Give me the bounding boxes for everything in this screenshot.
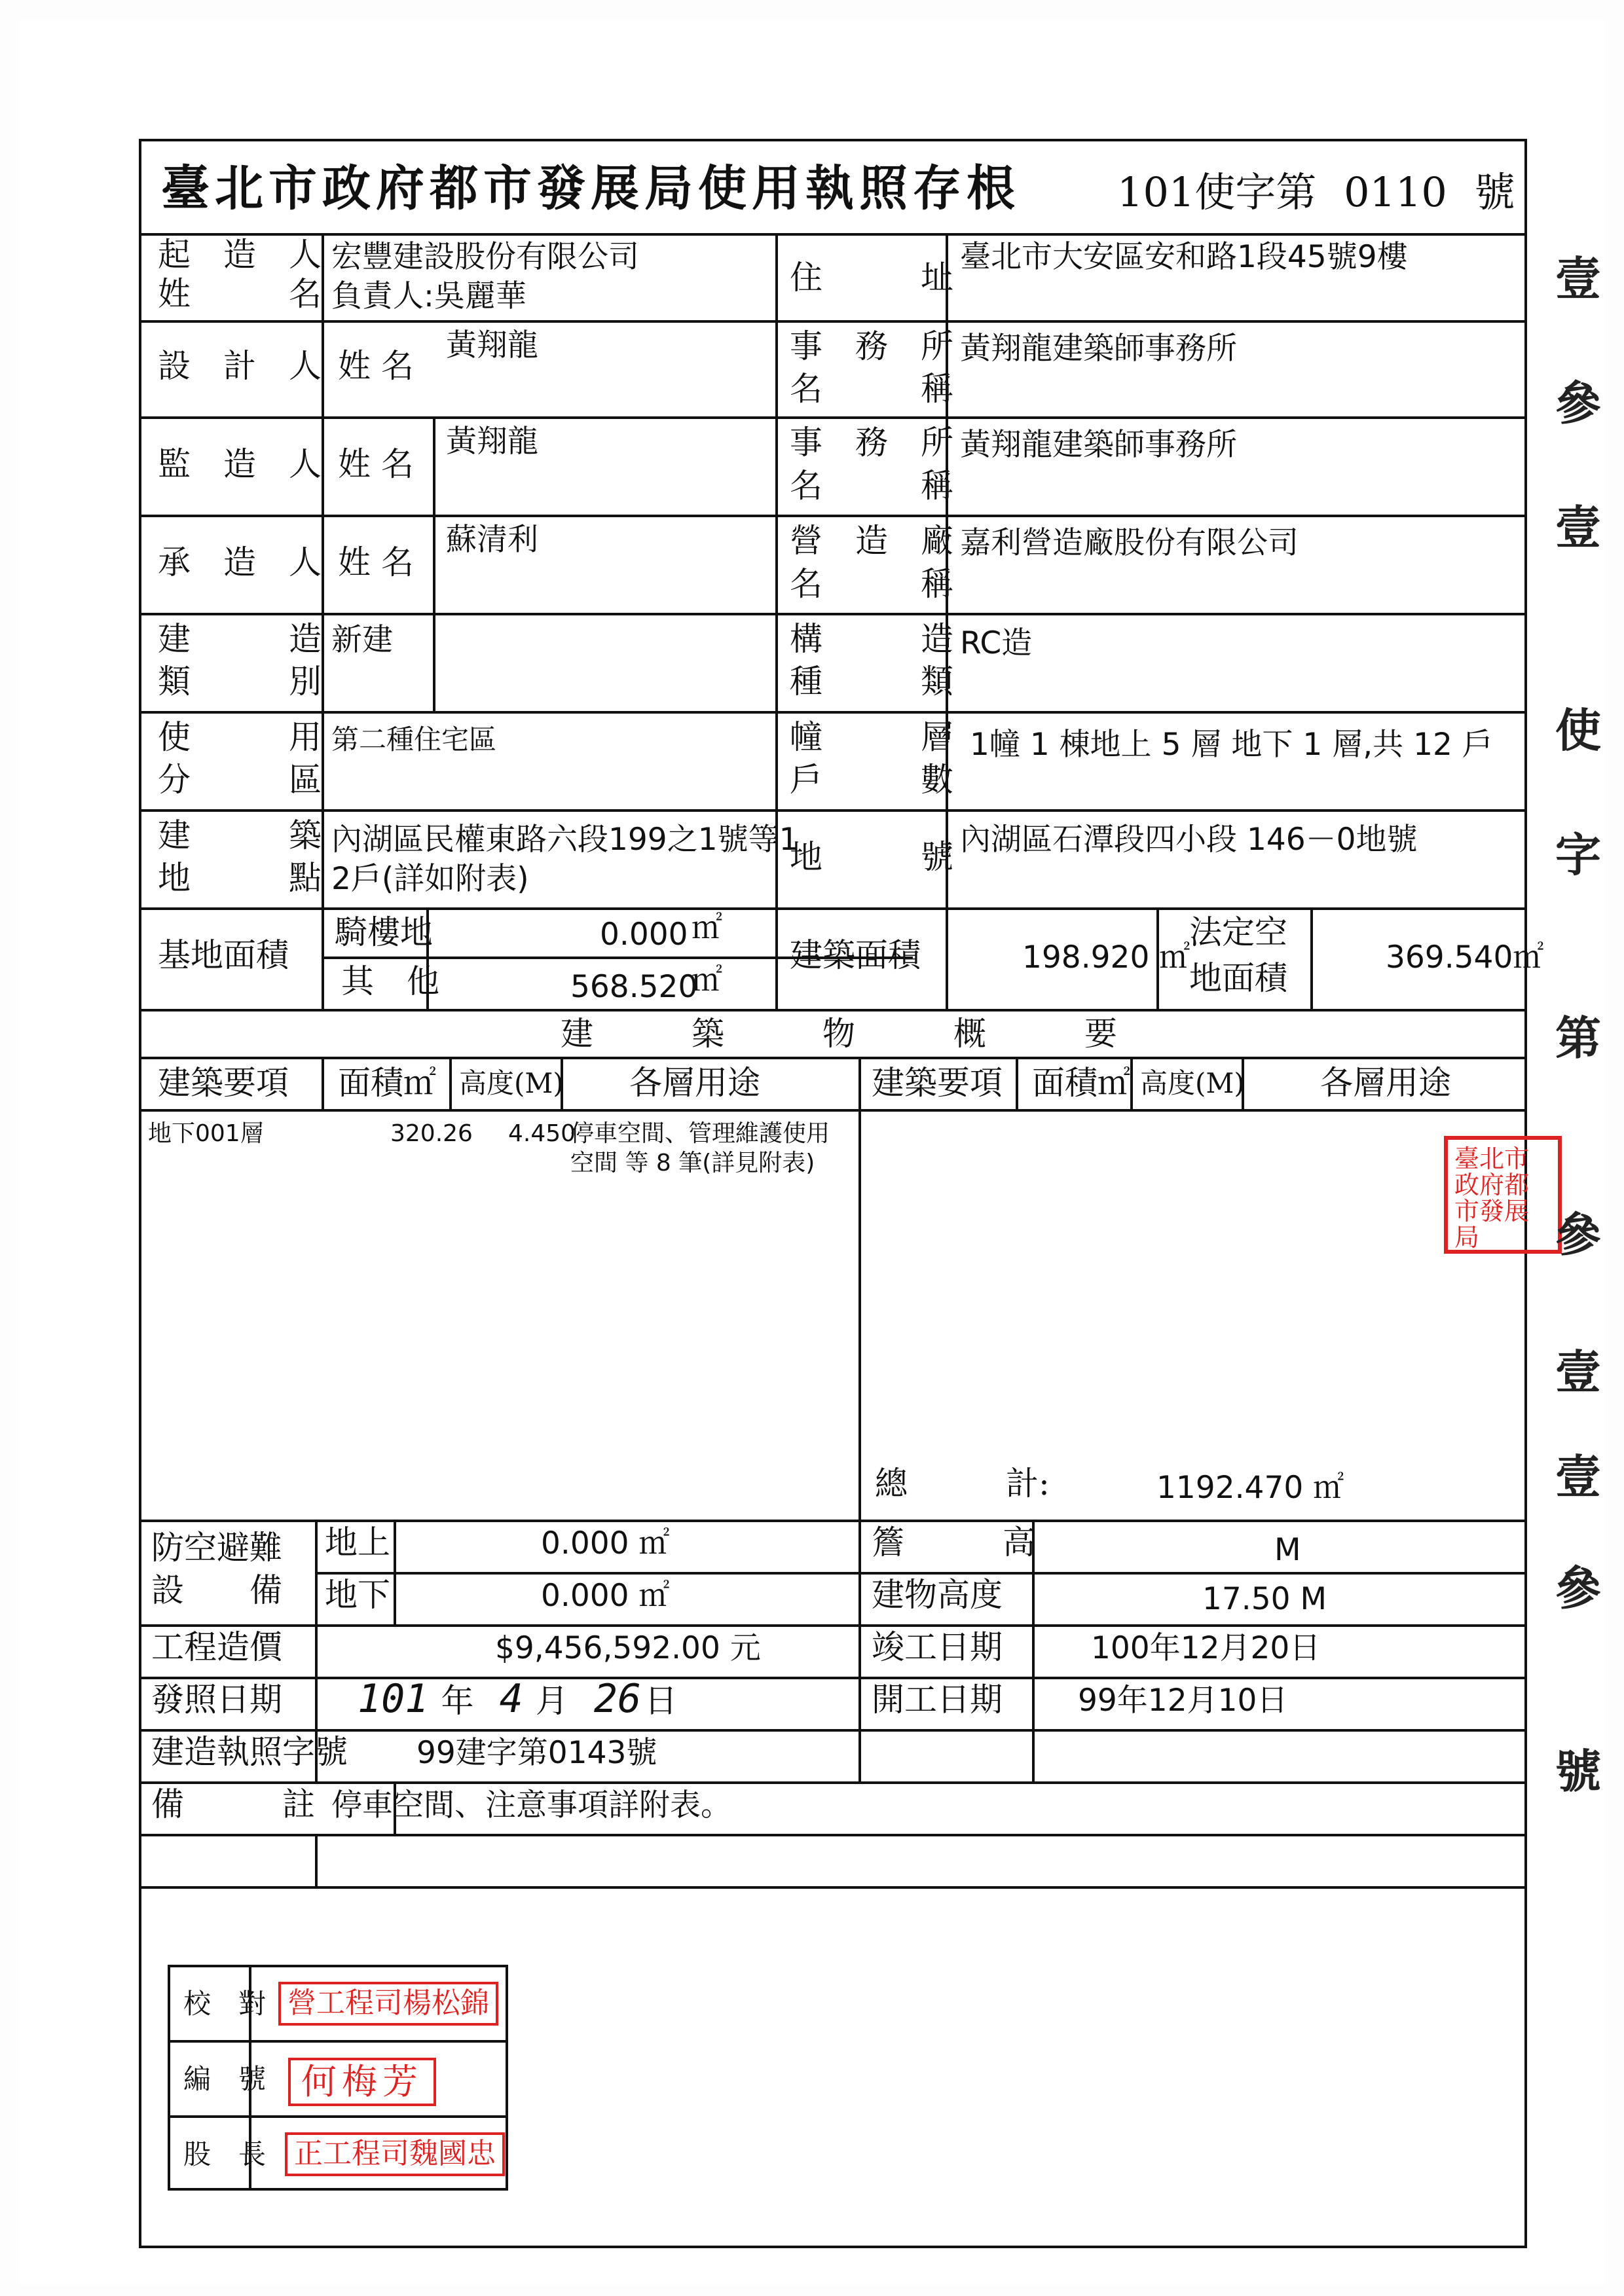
col-item-right: 建築要項 — [872, 1064, 1003, 1102]
open-area-label-top: 法定空 — [1189, 913, 1287, 951]
check-label: 校 對 — [183, 1988, 267, 2020]
building-area-value: 198.920 ㎡ — [1022, 939, 1190, 975]
permit-form — [139, 139, 1544, 2248]
site-value-line1: 內湖區民權東路六段199之1號等1 — [331, 822, 799, 858]
open-area-value: 369.540㎡ — [1386, 939, 1544, 975]
number-seal: 何梅芳 — [288, 2058, 436, 2106]
designer-name-label: 姓 名 — [338, 347, 414, 385]
complete-value: 100年12月20日 — [1091, 1630, 1321, 1666]
arcade-unit: ㎡ — [692, 910, 722, 946]
margin-char-10: 參 — [1555, 1561, 1601, 1615]
form-title: 臺北市政府都市發展局使用執照存根 — [161, 160, 1020, 217]
col-use-left: 各層用途 — [629, 1064, 760, 1102]
designer-office-label-top: 事 務 所 — [790, 327, 953, 365]
shelter-above-label: 地上 — [325, 1523, 390, 1561]
lot-label: 地 號 — [790, 838, 953, 876]
chief-label: 股 長 — [183, 2138, 267, 2170]
col-area-right: 面積㎡ — [1032, 1064, 1130, 1102]
height-label: 建物高度 — [872, 1576, 1003, 1614]
owner-label-bottom: 姓 名 — [158, 275, 322, 313]
site-area-label: 基地面積 — [158, 936, 289, 974]
permit-value: 99建字第0143號 — [416, 1735, 657, 1771]
units-label-top: 幢 層 — [790, 718, 953, 756]
margin-char-7: 參 — [1555, 1207, 1601, 1262]
issue-d: 日 — [644, 1682, 678, 1720]
remarks-value: 停車空間、注意事項詳附表。 — [331, 1787, 731, 1823]
contractor-name: 蘇清利 — [446, 522, 538, 558]
official-seal — [1444, 1136, 1562, 1254]
row-floor: 地下001層 — [148, 1120, 264, 1147]
site-label-bottom: 地 點 — [158, 859, 322, 897]
other-label: 其 他 — [341, 962, 439, 1000]
site-value-line2: 2戶(詳如附表) — [331, 861, 529, 897]
issue-year: 101 — [358, 1676, 429, 1722]
eaves-value: M — [1274, 1532, 1301, 1568]
build-type-label-bottom: 類 別 — [158, 663, 322, 701]
supervisor-office: 黃翔龍建築師事務所 — [960, 427, 1237, 463]
margin-char-1: 壹 — [1555, 251, 1601, 306]
owner-label-top: 起 造 人 — [158, 236, 322, 274]
number-label: 編 號 — [183, 2063, 267, 2095]
issue-label: 發照日期 — [151, 1681, 282, 1719]
permit-label: 建造執照字號 — [151, 1733, 348, 1771]
build-type-label-top: 建 造 — [158, 620, 322, 658]
eaves-label: 簷 高 — [872, 1523, 1035, 1561]
contractor-office: 嘉利營造廠股份有限公司 — [960, 525, 1299, 561]
issue-y: 年 — [441, 1682, 474, 1720]
arcade-value: 0.000 — [600, 917, 688, 953]
structure-label-top: 構 造 — [790, 620, 953, 658]
permit-number — [1117, 169, 1515, 215]
designer-role: 設 計 人 — [158, 347, 322, 385]
issue-month: 4 — [499, 1676, 523, 1722]
start-label: 開工日期 — [872, 1681, 1003, 1719]
complete-label: 竣工日期 — [872, 1628, 1003, 1666]
row-height: 4.450 — [508, 1120, 576, 1147]
contractor-role: 承 造 人 — [158, 543, 322, 581]
lot-value: 內湖區石潭段四小段 146－0地號 — [960, 822, 1418, 858]
contractor-office-label-bottom: 名 稱 — [790, 565, 953, 603]
margin-char-6: 第 — [1555, 1011, 1601, 1065]
col-height-left: 高度(M) — [459, 1067, 564, 1099]
cost-value: $9,456,592.00 元 — [495, 1630, 761, 1666]
shelter-below-label: 地下 — [325, 1576, 390, 1614]
col-area-left: 面積㎡ — [338, 1064, 436, 1102]
shelter-below-value: 0.000 ㎡ — [541, 1578, 670, 1614]
contractor-name-label: 姓 名 — [338, 543, 414, 581]
contractor-office-label-top: 營 造 廠 — [790, 522, 953, 560]
structure-label-bottom: 種 類 — [790, 663, 953, 701]
remarks-label: 備 註 — [151, 1785, 315, 1823]
margin-char-8: 壹 — [1555, 1345, 1601, 1399]
designer-name: 黃翔龍 — [446, 327, 538, 363]
margin-char-4: 使 — [1555, 703, 1601, 757]
start-value: 99年12月10日 — [1078, 1683, 1288, 1719]
margin-char-9: 壹 — [1555, 1449, 1601, 1504]
row-use-line1: 停車空間、管理維護使用 — [570, 1120, 830, 1147]
designer-office: 黃翔龍建築師事務所 — [960, 331, 1237, 367]
cost-label: 工程造價 — [151, 1628, 282, 1666]
col-item-left: 建築要項 — [158, 1064, 289, 1102]
site-label-top: 建 築 — [158, 816, 322, 854]
owner-company: 宏豐建設股份有限公司 — [331, 239, 639, 275]
open-area-label-bottom: 地面積 — [1189, 959, 1287, 997]
summary-heading: 建 築 物 概 要 — [561, 1015, 1117, 1053]
address-value: 臺北市大安區安和路1段45號9樓 — [960, 239, 1408, 275]
other-unit: ㎡ — [692, 962, 722, 998]
supervisor-name-label: 姓 名 — [338, 445, 414, 483]
margin-char-3: 壹 — [1555, 500, 1601, 555]
units-value: 1幢 1 棟地上 5 層 地下 1 層,共 12 戶 — [970, 727, 1493, 763]
zoning-label-bottom: 分 區 — [158, 761, 322, 799]
supervisor-role: 監 造 人 — [158, 445, 322, 483]
total-value: 1192.470 ㎡ — [1156, 1470, 1344, 1506]
building-area-label: 建築面積 — [790, 936, 921, 974]
supervisor-office-label-bottom: 名 稱 — [790, 467, 953, 505]
shelter-above-value: 0.000 ㎡ — [541, 1525, 670, 1561]
issue-m: 月 — [535, 1682, 568, 1720]
zoning-value: 第二種住宅區 — [331, 723, 497, 756]
structure-value: RC造 — [960, 625, 1033, 661]
supervisor-office-label-top: 事 務 所 — [790, 424, 953, 462]
supervisor-name: 黃翔龍 — [446, 424, 538, 460]
issue-day: 26 — [593, 1676, 642, 1722]
margin-char-5: 字 — [1555, 828, 1601, 882]
arcade-label: 騎樓地 — [335, 913, 433, 951]
designer-office-label-bottom: 名 稱 — [790, 370, 953, 408]
zoning-label-top: 使 用 — [158, 718, 322, 756]
margin-char-11: 號 — [1555, 1744, 1601, 1798]
owner-representative: 負責人:吳麗華 — [331, 278, 526, 314]
row-area: 320.26 — [390, 1120, 473, 1147]
permit-prefix: 101使字第 — [1117, 168, 1317, 216]
official-seal-text: 臺北市政府都市發展局 — [1454, 1144, 1530, 1252]
chief-seal: 正工程司魏國忠 — [285, 2132, 505, 2176]
col-height-right: 高度(M) — [1140, 1067, 1245, 1099]
address-label: 住 址 — [790, 259, 953, 297]
total-label: 總 計: — [875, 1465, 1050, 1503]
permit-suffix: 號 — [1474, 168, 1515, 216]
check-seal: 營工程司楊松錦 — [278, 1982, 498, 2026]
shelter-label-bottom: 設 備 — [151, 1571, 282, 1609]
height-value: 17.50 M — [1202, 1581, 1327, 1617]
row-use-line2: 空間 等 8 筆(詳見附表) — [570, 1150, 815, 1176]
shelter-label-top: 防空避難 — [151, 1529, 282, 1567]
permit-no: 0110 — [1344, 168, 1447, 216]
signoff-box — [168, 1965, 508, 2191]
units-label-bottom: 戶 數 — [790, 761, 953, 799]
issue-date — [358, 1677, 677, 1722]
col-use-right: 各層用途 — [1320, 1064, 1451, 1102]
build-type-value: 新建 — [331, 622, 393, 658]
margin-char-2: 參 — [1555, 376, 1601, 430]
other-value: 568.520 — [570, 969, 698, 1005]
